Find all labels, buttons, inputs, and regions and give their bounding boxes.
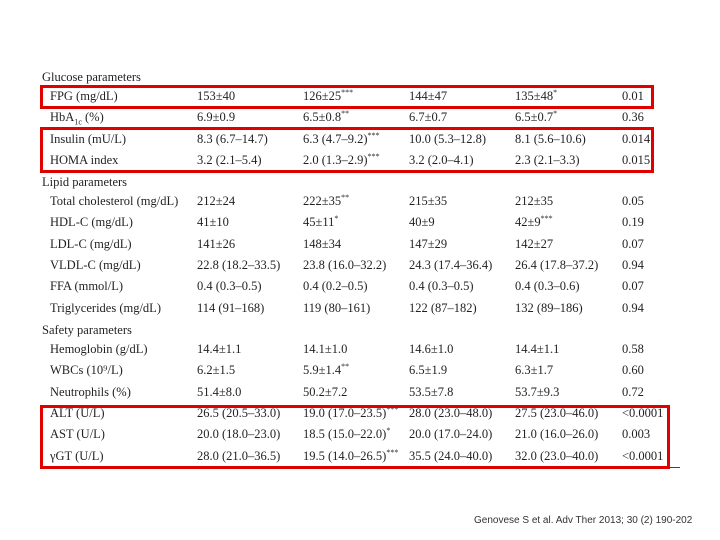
cell-value: 26.5 (20.5–33.0): [197, 405, 281, 420]
cell-value: 19.0 (17.0–23.5): [303, 405, 387, 420]
cell-value: 8.1 (5.6–10.6): [515, 131, 586, 146]
cell-value: 0.015: [622, 152, 651, 167]
cell-value: 0.4 (0.3–0.5): [197, 279, 262, 294]
highlight-box: [40, 405, 670, 469]
table-cell: [622, 234, 644, 254]
cell-value: 3.2 (2.1–5.4): [197, 152, 262, 167]
cell-value: 14.4±1.1: [197, 342, 242, 356]
cell-value: 6.3 (4.7–9.2): [303, 131, 368, 146]
cell-value: 6.9±0.9: [197, 110, 236, 125]
table-cell: [515, 191, 553, 211]
table-cell: [303, 212, 338, 232]
cell-value: 28.0 (23.0–48.0): [409, 405, 493, 420]
cell-value: 222±35: [303, 194, 342, 208]
cell-value: 23.8 (16.0–32.2): [303, 257, 387, 272]
cell-value: 51.4±8.0: [197, 384, 242, 399]
cell-value: 2.3 (2.1–3.3): [515, 152, 580, 167]
cell-value: 6.5±1.9: [409, 363, 448, 378]
table-cell: [515, 298, 583, 318]
table-cell: [409, 339, 453, 359]
significance-marker: ***: [367, 151, 380, 161]
cell-value: 0.94: [622, 257, 644, 272]
row-label: Triglycerides (mg/dL): [50, 300, 161, 315]
table-cell: [515, 360, 553, 380]
table-cell: [409, 191, 447, 211]
cell-value: 114 (91–168): [197, 300, 265, 315]
significance-marker: **: [341, 193, 350, 202]
table-cell: [515, 107, 557, 127]
significance-marker: *: [553, 109, 558, 119]
table-cell: [303, 298, 370, 318]
cell-value: 141±26: [197, 236, 236, 251]
table-row: [0, 276, 720, 296]
table-row: [0, 255, 720, 275]
cell-value: 153±40: [197, 89, 236, 103]
table-row: [0, 212, 720, 232]
cell-value: 6.7±0.7: [409, 110, 448, 125]
row-label: γGT (U/L): [50, 448, 104, 463]
table-cell: [409, 276, 474, 296]
cell-value: 147±29: [409, 236, 448, 251]
cell-value: 132 (89–186): [515, 300, 583, 315]
table-cell: [303, 339, 347, 359]
table-cell: [303, 360, 349, 380]
table-cell: [409, 234, 447, 254]
row-label: Total cholesterol (mg/dL): [50, 194, 179, 208]
table-row: [0, 107, 720, 127]
cell-value: 6.2±1.5: [197, 363, 236, 378]
cell-value: 0.4 (0.2–0.5): [303, 279, 368, 294]
cell-value: 6.5±0.8: [303, 110, 342, 125]
cell-value: 24.3 (17.4–36.4): [409, 257, 493, 272]
cell-value: 27.5 (23.0–46.0): [515, 405, 599, 420]
row-label: FPG (mg/dL): [50, 89, 118, 103]
cell-value: 3.2 (2.0–4.1): [409, 152, 474, 167]
table-cell: [515, 234, 553, 254]
significance-marker: ***: [386, 447, 399, 457]
table-cell: [197, 276, 262, 296]
table-cell: [197, 234, 235, 254]
cell-value: 20.0 (18.0–23.0): [197, 427, 281, 442]
section-heading: Safety parameters: [42, 323, 132, 337]
cell-value: 0.60: [622, 363, 644, 378]
table-cell: [303, 234, 341, 254]
table-row: [0, 298, 720, 318]
table-cell: [622, 276, 644, 296]
cell-value: 6.3±1.7: [515, 363, 554, 378]
cell-value: 212±24: [197, 194, 236, 208]
citation: Genovese S et al. Adv Ther 2013; 30 (2) 190-202: [474, 515, 693, 526]
significance-marker: *: [553, 88, 558, 97]
cell-value: 53.5±7.8: [409, 384, 454, 399]
table-cell: [303, 276, 368, 296]
cell-value: <0.0001: [622, 448, 664, 463]
table-cell: [197, 298, 264, 318]
row-label: WBCs (10⁹/L): [50, 363, 123, 378]
cell-value: 0.72: [622, 384, 644, 399]
table-cell: [409, 255, 492, 275]
significance-marker: **: [341, 362, 350, 372]
table-cell: [197, 382, 241, 402]
table-row: [0, 360, 720, 380]
table-cell: [515, 382, 559, 402]
cell-value: 135±48: [515, 89, 554, 103]
table-cell: [515, 212, 553, 232]
row-label: VLDL-C (mg/dL): [50, 257, 141, 272]
cell-value: 50.2±7.2: [303, 384, 348, 399]
significance-marker: ***: [341, 88, 354, 97]
table-cell: [409, 360, 447, 380]
table-cell: [622, 382, 644, 402]
table-cell: [197, 339, 241, 359]
significance-marker: *: [334, 214, 339, 224]
cell-value: 19.5 (14.0–26.5): [303, 448, 387, 463]
cell-value: 215±35: [409, 194, 448, 208]
table-row: [0, 339, 720, 359]
significance-marker: *: [386, 426, 391, 436]
table-cell: [197, 360, 235, 380]
table-cell: [197, 212, 229, 232]
significance-marker: **: [341, 109, 350, 119]
cell-value: 119 (80–161): [303, 300, 371, 315]
cell-value: 144±47: [409, 89, 448, 103]
cell-value: 0.05: [622, 194, 644, 208]
table-cell: [303, 107, 349, 127]
row-label: HbA$_{1c}$ (%): [50, 110, 104, 127]
table-cell: [622, 360, 644, 380]
table-cell: [303, 255, 386, 275]
table-cell: [622, 255, 644, 275]
cell-value: 0.58: [622, 342, 644, 356]
cell-value: 0.4 (0.3–0.6): [515, 279, 580, 294]
cell-value: 8.3 (6.7–14.7): [197, 131, 268, 146]
cell-value: 10.0 (5.3–12.8): [409, 131, 487, 146]
table-cell: [197, 255, 280, 275]
table-cell: [197, 107, 235, 127]
cell-value: 20.0 (17.0–24.0): [409, 427, 493, 442]
cell-value: 14.6±1.0: [409, 342, 454, 356]
highlight-box: [40, 85, 654, 109]
row-label: Neutrophils (%): [50, 384, 131, 399]
table-cell: [622, 191, 644, 211]
cell-value: 6.5±0.7: [515, 110, 554, 125]
significance-marker: ***: [367, 130, 380, 140]
row-label: HOMA index: [50, 152, 119, 167]
row-label: HDL-C (mg/dL): [50, 215, 133, 230]
row-label: ALT (U/L): [50, 405, 105, 420]
cell-value: 122 (87–182): [409, 300, 477, 315]
significance-marker: ***: [386, 404, 399, 414]
cell-value: 32.0 (23.0–40.0): [515, 448, 599, 463]
table-cell: [409, 382, 453, 402]
table-cell: [622, 298, 644, 318]
table-row: [0, 191, 720, 211]
cell-value: 35.5 (24.0–40.0): [409, 448, 493, 463]
cell-value: 42±9: [515, 215, 541, 230]
row-label: Insulin (mU/L): [50, 131, 127, 146]
cell-value: 212±35: [515, 194, 554, 208]
cell-value: 142±27: [515, 236, 554, 251]
cell-value: 28.0 (21.0–36.5): [197, 448, 281, 463]
cell-value: 0.07: [622, 236, 644, 251]
table-cell: [303, 382, 347, 402]
row-label: LDL-C (mg/dL): [50, 236, 132, 251]
cell-value: 5.9±1.4: [303, 363, 342, 378]
cell-value: 18.5 (15.0–22.0): [303, 427, 387, 442]
cell-value: 2.0 (1.3–2.9): [303, 152, 368, 167]
cell-value: 148±34: [303, 236, 342, 251]
table-cell: [622, 212, 644, 232]
row-label: FFA (mmol/L): [50, 279, 124, 294]
table-cell: [515, 276, 580, 296]
cell-value: 41±10: [197, 215, 229, 230]
highlight-box: [40, 127, 654, 173]
cell-value: 45±11: [303, 215, 335, 230]
table-row: [0, 382, 720, 402]
section-heading: Glucose parameters: [42, 70, 141, 84]
table-cell: [197, 191, 235, 211]
significance-marker: ***: [540, 214, 553, 224]
cell-value: 0.19: [622, 215, 644, 230]
cell-value: 0.4 (0.3–0.5): [409, 279, 474, 294]
cell-value: <0.0001: [622, 405, 664, 420]
table-cell: [622, 107, 644, 127]
cell-value: 0.003: [622, 427, 651, 442]
cell-value: 40±9: [409, 215, 435, 230]
cell-value: 26.4 (17.8–37.2): [515, 257, 599, 272]
cell-value: 0.01: [622, 89, 644, 103]
row-label: Hemoglobin (g/dL): [50, 342, 148, 356]
cell-value: 21.0 (16.0–26.0): [515, 427, 599, 442]
table-cell: [515, 339, 559, 359]
cell-value: 126±25: [303, 89, 342, 103]
row-label: AST (U/L): [50, 427, 105, 442]
table-row: [0, 234, 720, 254]
table-cell: [515, 255, 598, 275]
table-cell: [622, 339, 644, 359]
table-cell: [409, 107, 447, 127]
table-cell: [303, 191, 349, 211]
cell-value: 0.014: [622, 131, 651, 146]
section-heading: Lipid parameters: [42, 175, 128, 189]
cell-value: 0.07: [622, 279, 644, 294]
cell-value: 22.8 (18.2–33.5): [197, 257, 281, 272]
cell-value: 14.1±1.0: [303, 342, 348, 356]
cell-value: 0.36: [622, 110, 644, 125]
table-cell: [409, 212, 435, 232]
cell-value: 53.7±9.3: [515, 384, 560, 399]
table-cell: [409, 298, 477, 318]
cell-value: 14.4±1.1: [515, 342, 560, 356]
cell-value: 0.94: [622, 300, 644, 315]
